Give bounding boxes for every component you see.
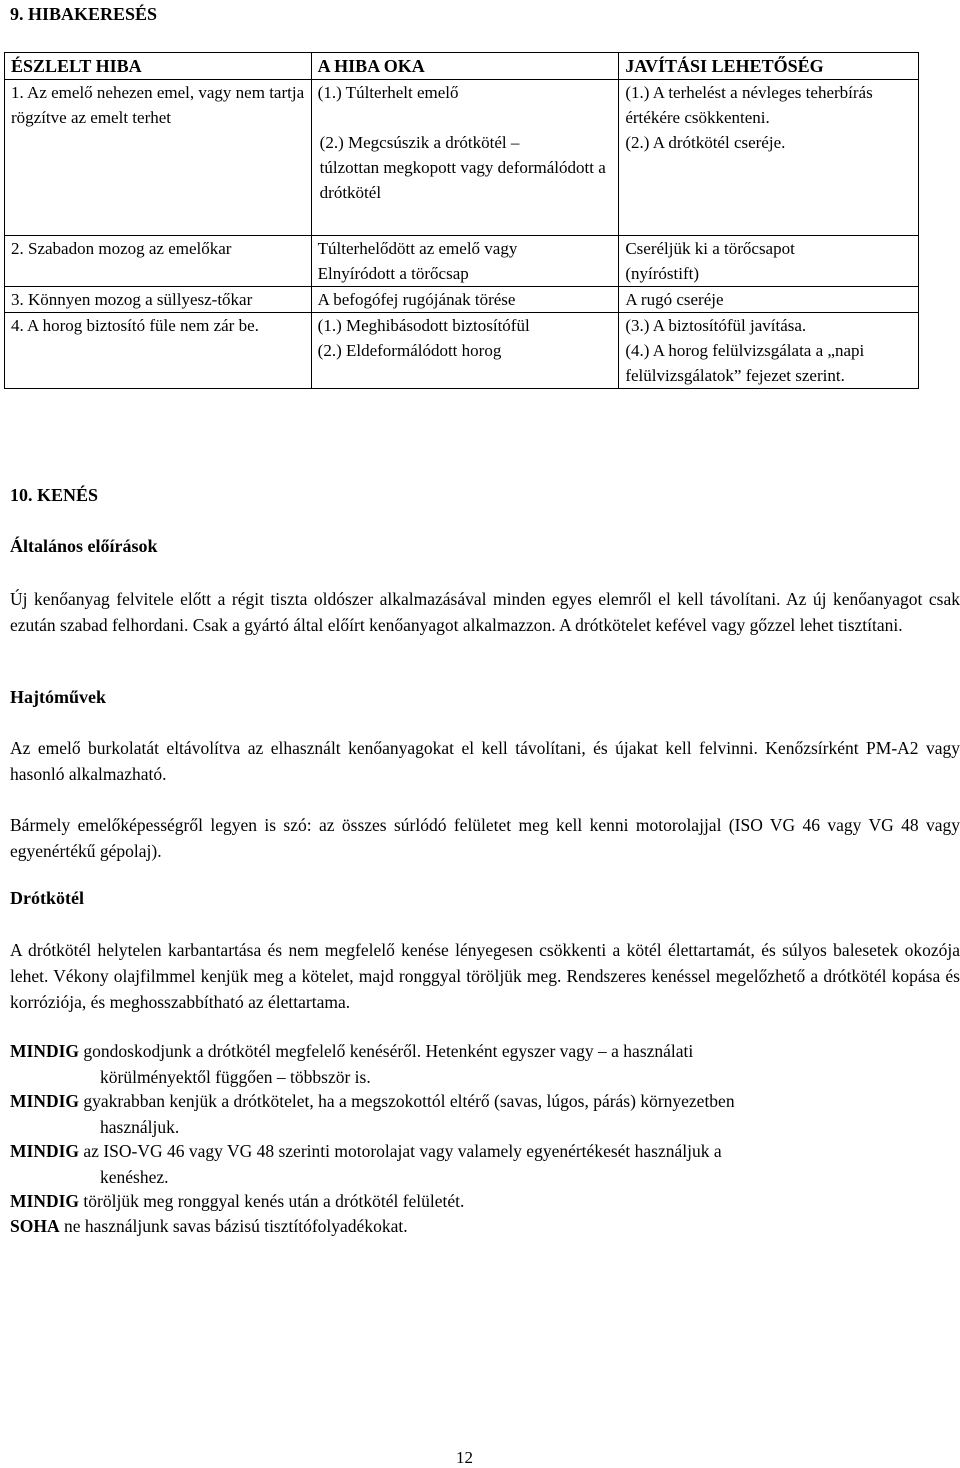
rope-title: Drótkötél xyxy=(10,888,84,908)
section-10-heading: 10. KENÉS xyxy=(10,485,99,505)
table-row xyxy=(5,313,919,389)
cell-cause: Túlterhelődött az emelő vagy Elnyíródott a törőcsap xyxy=(311,236,619,287)
header-symptom: ÉSZLELT HIBA xyxy=(5,53,312,80)
cell-fix: A rugó cseréje xyxy=(619,287,919,313)
cell-cause: (1.) Meghibásodott biztosítófül (2.) Eldeformálódott horog xyxy=(311,313,619,389)
table-row xyxy=(5,80,919,236)
cell-cause: (1.) Túlterhelt emelő (2.) Megcsúszik a drótkötél – túlzottan megkopott vagy deformálódott a drótkötél xyxy=(311,80,619,236)
cell-fix: (3.) A biztosítófül javítása. (4.) A horog felülvizsgálata a „napi felülvizsgálatok” fejezet szerint. xyxy=(619,313,919,389)
table-row xyxy=(5,236,919,287)
rope-text: A drótkötél helytelen karbantartása és nem megfelelő kenése lényegesen csökkenti a kötél élettartamát, és súlyos balesetek okozója lehet. Vékony olajfilmmel kenjük meg a kötelet, majd ronggyal töröljük meg. Rendszeres kenéssel megelőzhető a drótkötél kopása és korróziója, és meghosszabbítható az élettartama. xyxy=(10,940,960,1012)
cell-fix: Cseréljük ki a törőcsapot (nyíróstift) xyxy=(619,236,919,287)
troubleshooting-table xyxy=(4,52,919,389)
drives-text-2: Bármely emelőképességről legyen is szó: az összes súrlódó felületet meg kell kenni motorolajjal (ISO VG 46 vagy VG 48 vagy egyenértékű gépolaj). xyxy=(10,815,960,861)
section-9-heading: 9. HIBAKERESÉS xyxy=(10,4,158,24)
page-number: 12 xyxy=(456,1448,473,1467)
drives-text-1: Az emelő burkolatát eltávolítva az elhasznált kenőanyagokat el kell távolítani, és újakat kell felvinni. Kenőzsírként PM-A2 vagy hasonló alkalmazható. xyxy=(10,738,960,784)
drives-title: Hajtóművek xyxy=(10,687,106,707)
table-row xyxy=(5,287,919,313)
general-rules-title: Általános előírások xyxy=(10,536,158,556)
rule-item: SOHA ne használjunk savas bázisú tisztítófolyadékokat. xyxy=(10,1216,408,1236)
cell-symptom: 2. Szabadon mozog az emelőkar xyxy=(5,236,312,287)
cell-symptom: 1. Az emelő nehezen emel, vagy nem tartja rögzítve az emelt terhet xyxy=(5,80,312,236)
cell-symptom: 4. A horog biztosító füle nem zár be. xyxy=(5,313,312,389)
rule-item: MINDIG az ISO-VG 46 vagy VG 48 szerinti motorolajat vagy valamely egyenértékesét használjuk a kenéshez. xyxy=(10,1141,722,1187)
general-rules-text: Új kenőanyag felvitele előtt a régit tiszta oldószer alkalmazásával minden egyes elemről el kell távolítani. Az új kenőanyagot csak ezután szabad felhordani. Csak a gyártó által előírt kenőanyagot alkalmazzon. A drótkötelet kefével vagy gőzzel lehet tisztítani. xyxy=(10,589,960,635)
cell-cause: A befogófej rugójának törése xyxy=(311,287,619,313)
rule-item: MINDIG gyakrabban kenjük a drótkötelet, ha a megszokottól eltérő (savas, lúgos, párás) környezetben használjuk. xyxy=(10,1091,735,1137)
header-fix: JAVÍTÁSI LEHETŐSÉG xyxy=(619,53,919,80)
cell-symptom: 3. Könnyen mozog a süllyesz-tőkar xyxy=(5,287,312,313)
rule-item: MINDIG gondoskodjunk a drótkötél megfelelő kenéséről. Hetenként egyszer vagy – a használati körülményektől függően – többször is. xyxy=(10,1041,694,1087)
rule-item: MINDIG töröljük meg ronggyal kenés után a drótkötél felületét. xyxy=(10,1191,465,1211)
table-header-row xyxy=(5,53,919,80)
header-cause: A HIBA OKA xyxy=(311,53,619,80)
cell-fix: (1.) A terhelést a névleges teherbírás értékére csökkenteni. (2.) A drótkötél cseréje. xyxy=(619,80,919,236)
